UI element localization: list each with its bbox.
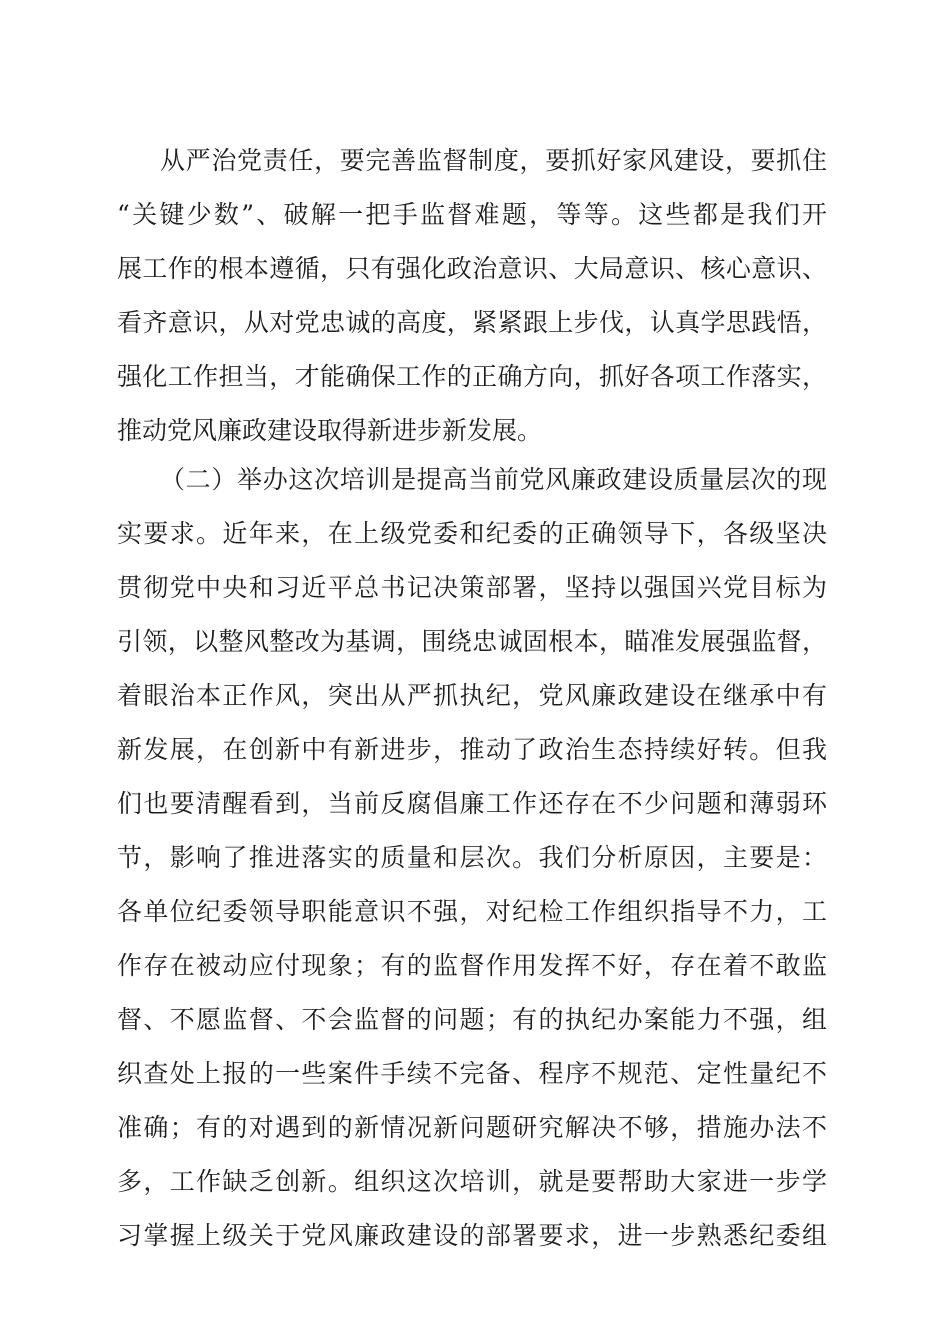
text-line: 强化工作担当，才能确保工作的正确方向，抓好各项工作落实， [117,362,827,391]
text-line: 多，工作缺乏创新。组织这次培训，就是要帮助大家进一步学 [117,1167,827,1196]
text-line: 从严治党责任，要完善监督制度，要抓好家风建设，要抓住 [160,146,827,175]
text-line: 实要求。近年来，在上级党委和纪委的正确领导下，各级坚决 [117,519,827,548]
text-line: 们也要清醒看到，当前反腐倡廉工作还存在不少问题和薄弱环 [117,789,827,818]
text-line: 推动党风廉政建设取得新进步新发展。 [117,416,543,445]
text-line: 着眼治本正作风，突出从严抓执纪，党风廉政建设在继承中有 [117,681,827,710]
text-line: 准确；有的对遇到的新情况新问题研究解决不够，措施办法不 [117,1113,827,1142]
text-line: 各单位纪委领导职能意识不强，对纪检工作组织指导不力，工 [117,897,827,926]
text-line: 新发展，在创新中有新进步，推动了政治生态持续好转。但我 [117,735,827,764]
text-line: （二）举办这次培训是提高当前党风廉政建设质量层次的现 [160,465,827,494]
text-line: 展工作的根本遵循，只有强化政治意识、大局意识、核心意识、 [117,254,827,283]
text-line: 作存在被动应付现象；有的监督作用发挥不好，存在着不敢监 [117,951,827,980]
text-line: “关键少数”、破解一把手监督难题，等等。这些都是我们开 [117,200,827,229]
text-line: 织查处上报的一些案件手续不完备、程序不规范、定性量纪不 [117,1059,827,1088]
text-line: 引领，以整风整改为基调，围绕忠诚固根本，瞄准发展强监督， [117,627,827,656]
text-line: 习掌握上级关于党风廉政建设的部署要求，进一步熟悉纪委组 [117,1221,827,1250]
text-line: 看齐意识，从对党忠诚的高度，紧紧跟上步伐，认真学思践悟， [117,308,827,337]
text-line: 节，影响了推进落实的质量和层次。我们分析原因，主要是： [117,843,827,872]
text-line: 贯彻党中央和习近平总书记决策部署，坚持以强国兴党目标为 [117,573,827,602]
text-line: 督、不愿监督、不会监督的问题；有的执纪办案能力不强，组 [117,1005,827,1034]
